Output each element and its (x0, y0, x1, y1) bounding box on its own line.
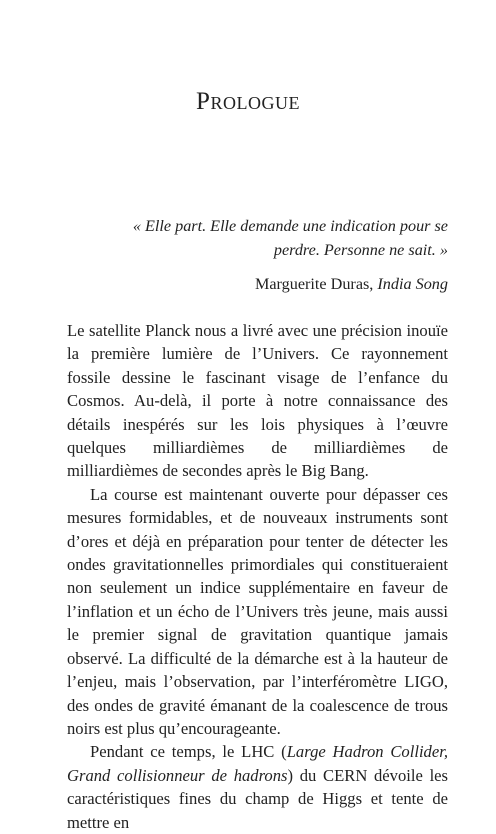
epigraph-quote: « Elle part. Elle demande une indication pour se perdre. Personne ne sait. » (132, 217, 448, 259)
epigraph-work: India Song (377, 275, 448, 293)
paragraph-3-end: ) du CERN dévoile les caractéristiques fines du champ de Higgs et tente de mettre en (67, 765, 449, 832)
paragraph-2: La course est maintenant ouverte pour dépasser ces mesures formidables, et de nouveaux instruments sont d’ores et déjà en préparation pour tenter de détecter les ondes gravitationnelles primordiales qui constitueraient non seulement un indice supplémentaire en faveur de l’inflation et un écho de l’Univers très jeune, mais aussi le premier signal de gravitation quantique jamais observé. La difficulté de la démarche est à la hauteur de l’enjeu, mais l’observation, par l’interféromètre LIGO, des ondes de gravité émanant de la coalescence de trous noirs est plus qu’encourageante. (67, 484, 448, 738)
epigraph-author: Marguerite Duras, (254, 275, 374, 293)
epigraph-attribution (88, 272, 448, 296)
paragraph-3-start: Pendant ce temps, le LHC ( (90, 742, 287, 762)
paragraph-3-italic: Large Hadron Collider, Grand collisionneur de hadrons (67, 742, 448, 785)
chapter-title: Prologue (196, 88, 300, 115)
body-text (67, 319, 448, 834)
paragraph-1: Le satellite Planck nous a livré avec une précision inouïe la première lumière de l’Univers. Ce rayonnement fossile dessine le fascinant visage de l’enfance du Cosmos. Au-delà, il porte à notre connaissance des détails inespérés sur les lois physiques à l’œuvre quelques milliardièmes de milliardièmes de milliardièmes de secondes après le Big Bang. (67, 321, 448, 481)
paragraph-3 (67, 740, 448, 834)
epigraph (88, 214, 448, 296)
